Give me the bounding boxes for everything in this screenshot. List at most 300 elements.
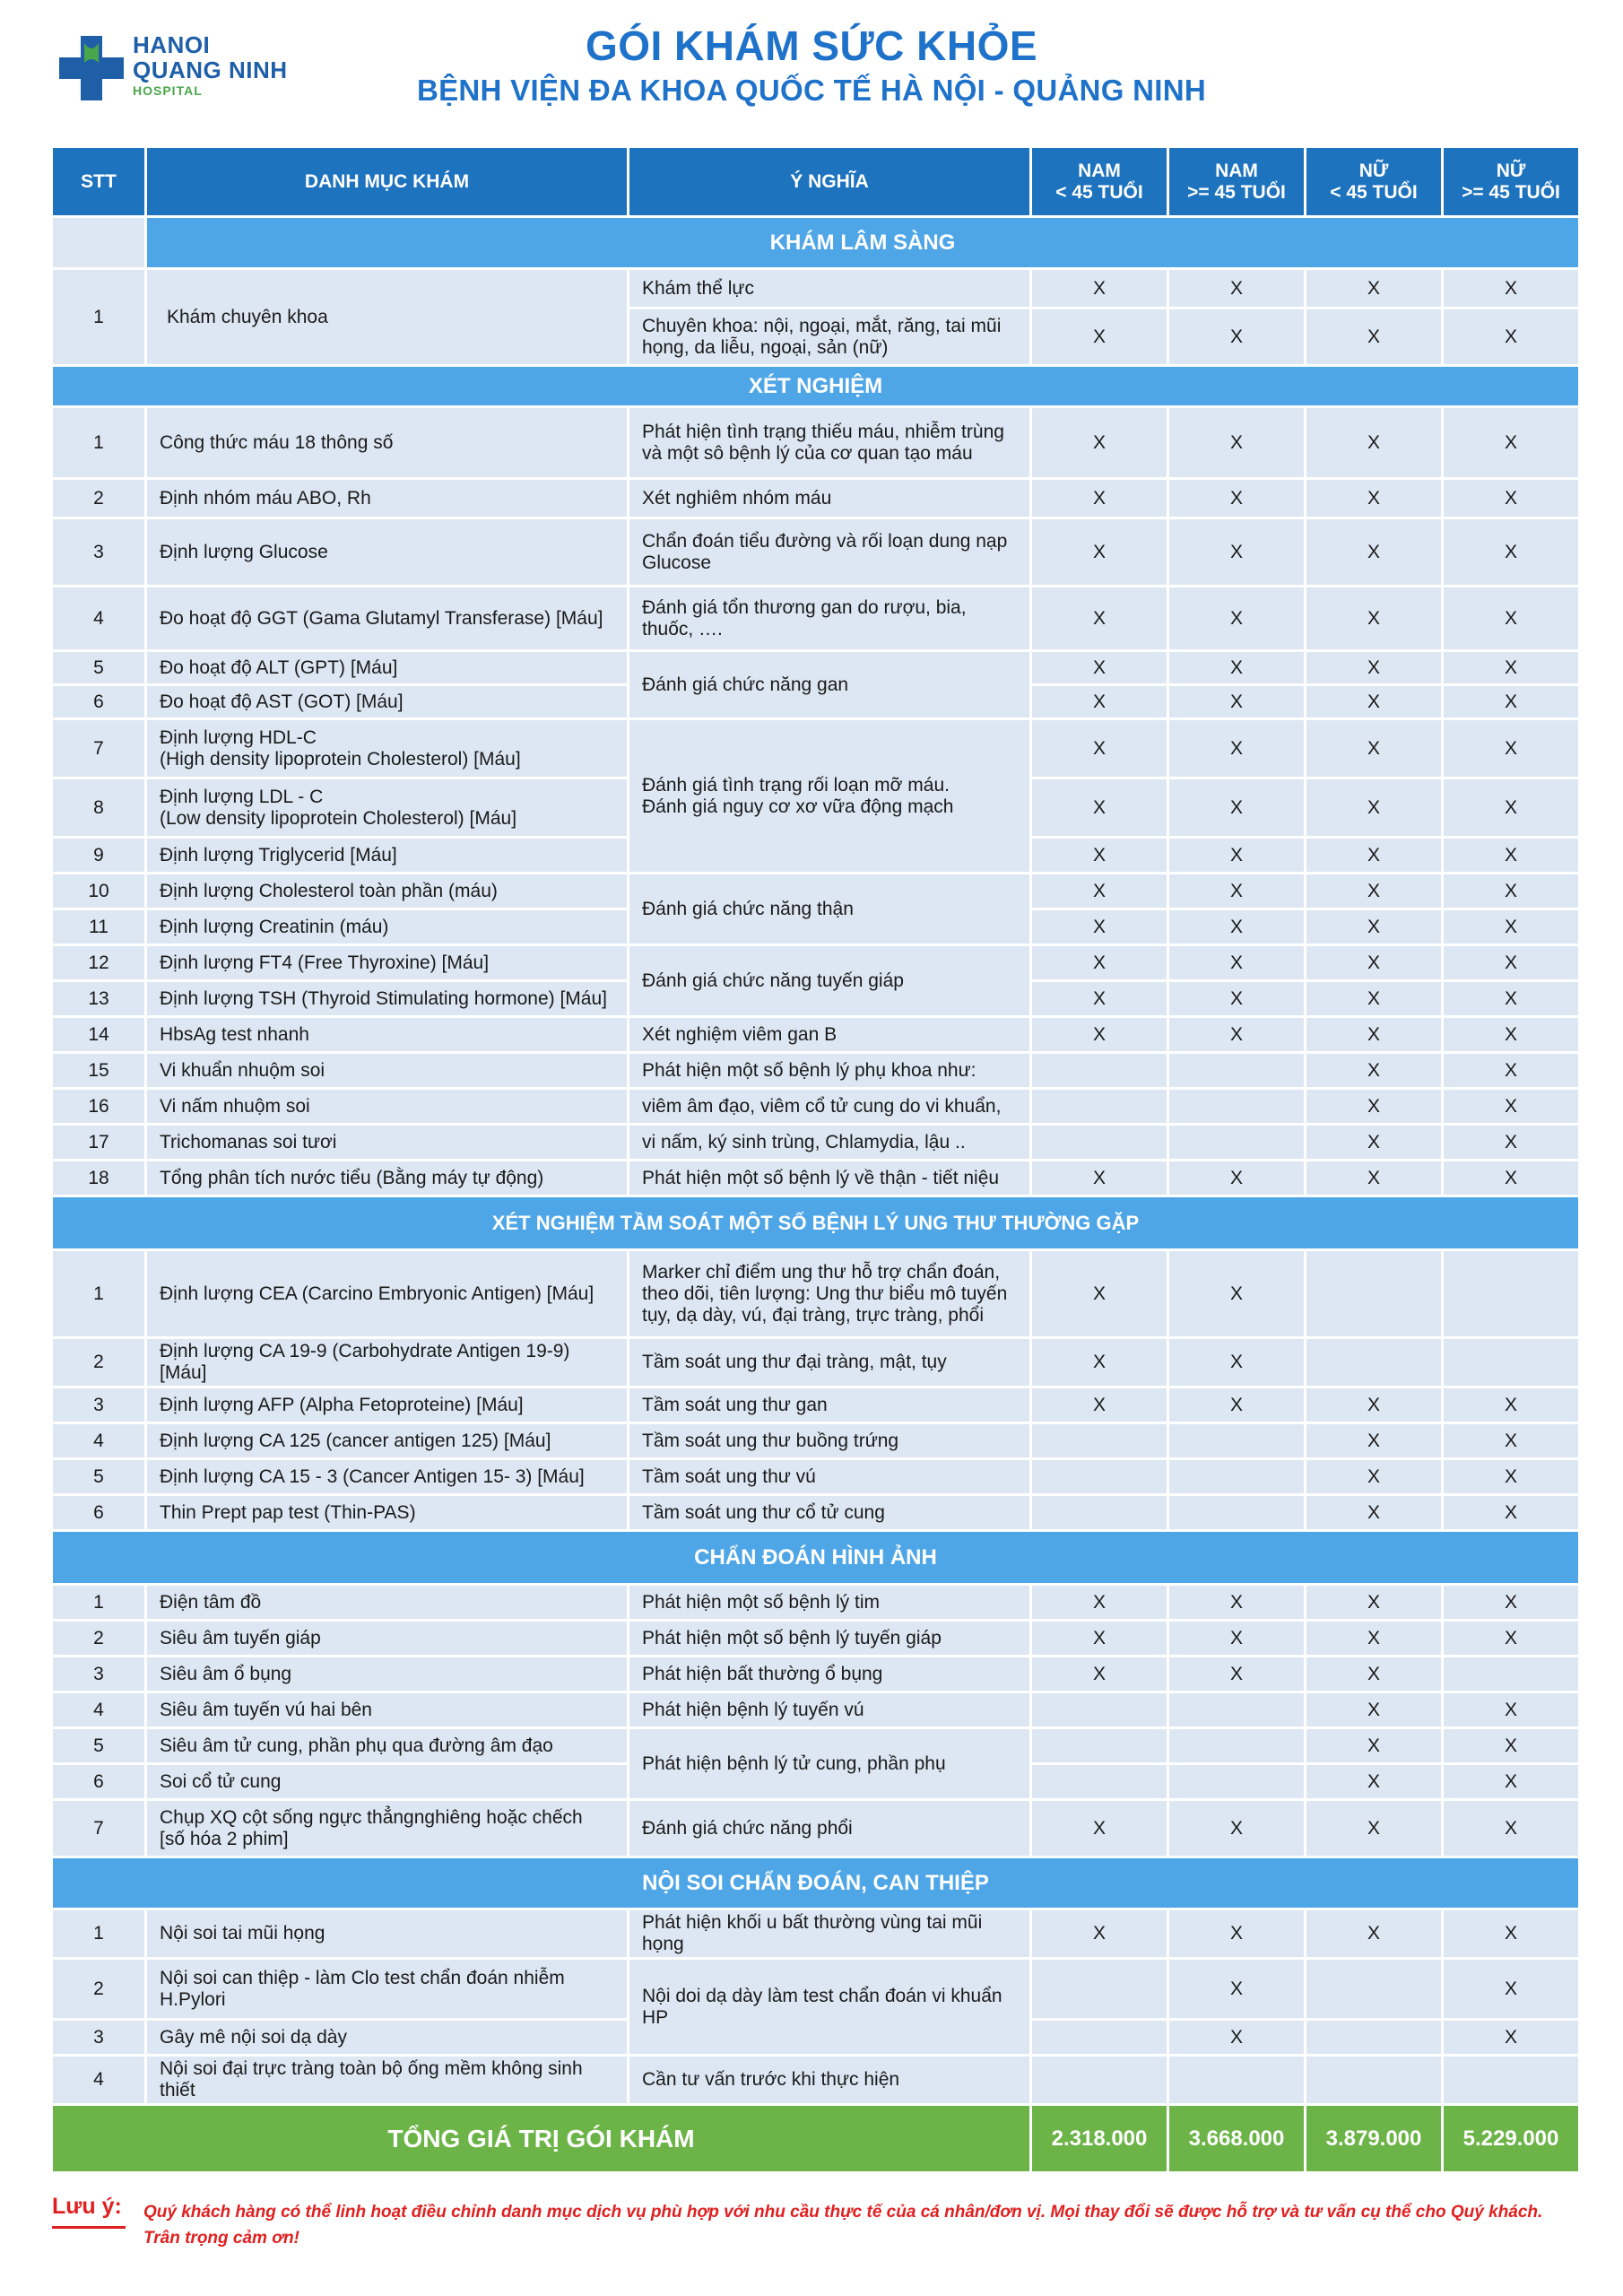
mark-cell: X <box>1443 651 1580 685</box>
row-item: HbsAg test nhanh <box>146 1017 629 1053</box>
table-row <box>52 1728 1580 1764</box>
row-meaning: Phát hiện bệnh lý tử cung, phần phụ <box>629 1728 1031 1800</box>
mark-cell: X <box>1168 685 1306 719</box>
mark-cell-empty <box>1306 1338 1443 1387</box>
row-stt: 15 <box>52 1053 146 1089</box>
mark-cell-empty <box>1031 1423 1168 1459</box>
row-item: Định lượng CA 125 (cancer antigen 125) [Máu] <box>146 1423 629 1459</box>
table-header-row <box>52 147 1580 217</box>
mark-cell-empty <box>1031 1692 1168 1728</box>
table-row <box>52 1387 1580 1423</box>
header-category: DANH MỤC KHÁM <box>146 147 629 217</box>
page-title: GÓI KHÁM SỨC KHỎE <box>585 22 1038 69</box>
mark-cell: X <box>1306 1017 1443 1053</box>
mark-cell: X <box>1031 479 1168 518</box>
table-row <box>52 1800 1580 1857</box>
mark-cell: X <box>1168 1161 1306 1196</box>
row-stt: 1 <box>52 1250 146 1338</box>
mark-cell: X <box>1031 407 1168 479</box>
mark-cell: X <box>1168 309 1306 366</box>
table-row <box>52 269 1580 309</box>
mark-cell-empty <box>1031 2056 1168 2105</box>
mark-cell: X <box>1168 1959 1306 2020</box>
row-item: Định lượng CA 15 - 3 (Cancer Antigen 15- 3) [Máu] <box>146 1459 629 1495</box>
section-endoscopy-title: NỘI SOI CHẨN ĐOÁN, CAN THIỆP <box>52 1857 1580 1909</box>
row-meaning: Đánh giá chức năng gan <box>629 651 1031 719</box>
mark-cell: X <box>1306 1800 1443 1857</box>
table-row <box>52 1909 1580 1959</box>
note-text <box>143 2199 1578 2251</box>
mark-cell: X <box>1168 479 1306 518</box>
table-row <box>52 1089 1580 1125</box>
row-meaning: Phát hiện một số bệnh lý phụ khoa như: <box>629 1053 1031 1089</box>
total-row <box>52 2105 1580 2173</box>
row-stt: 5 <box>52 1728 146 1764</box>
mark-cell: X <box>1031 1338 1168 1387</box>
row-item: Định lượng TSH (Thyroid Stimulating hormone) [Máu] <box>146 981 629 1017</box>
row-stt: 7 <box>52 719 146 778</box>
mark-cell-empty <box>1031 1959 1168 2020</box>
table-row <box>52 1459 1580 1495</box>
price-male-under-45: 2.318.000 <box>1031 2105 1168 2173</box>
mark-cell: X <box>1031 1387 1168 1423</box>
row-item: Khám chuyên khoa <box>146 269 629 366</box>
mark-cell: X <box>1168 1657 1306 1692</box>
mark-cell: X <box>1031 1585 1168 1621</box>
row-stt: 18 <box>52 1161 146 1196</box>
row-item: Chụp XQ cột sống ngực thẳngnghiêng hoặc chếch [số hóa 2 phim] <box>146 1800 629 1857</box>
mark-cell: X <box>1443 587 1580 651</box>
mark-cell: X <box>1443 309 1580 366</box>
mark-cell-empty <box>1168 1125 1306 1161</box>
row-item: Định lượng FT4 (Free Thyroxine) [Máu] <box>146 945 629 981</box>
mark-cell: X <box>1443 518 1580 587</box>
mark-cell: X <box>1443 945 1580 981</box>
mark-cell: X <box>1443 1125 1580 1161</box>
row-item: Tổng phân tích nước tiểu (Bằng máy tự động) <box>146 1161 629 1196</box>
mark-cell: X <box>1168 407 1306 479</box>
mark-cell: X <box>1031 587 1168 651</box>
mark-cell: X <box>1443 1495 1580 1531</box>
mark-cell: X <box>1168 2020 1306 2056</box>
mark-cell: X <box>1031 719 1168 778</box>
price-female-under-45: 3.879.000 <box>1306 2105 1443 2173</box>
mark-cell: X <box>1306 1125 1443 1161</box>
row-stt: 2 <box>52 1338 146 1387</box>
mark-cell: X <box>1443 981 1580 1017</box>
row-stt: 3 <box>52 2020 146 2056</box>
mark-cell: X <box>1306 1657 1443 1692</box>
mark-cell: X <box>1168 1387 1306 1423</box>
row-meaning: Cần tư vấn trước khi thực hiện <box>629 2056 1031 2105</box>
header-female-over-45: NỮ >= 45 TUỔI <box>1443 147 1580 217</box>
mark-cell: X <box>1443 1089 1580 1125</box>
mark-cell-empty <box>1031 1125 1168 1161</box>
row-item: Siêu âm ổ bụng <box>146 1657 629 1692</box>
mark-cell: X <box>1031 518 1168 587</box>
row-stt: 4 <box>52 1692 146 1728</box>
mark-cell: X <box>1031 651 1168 685</box>
mark-cell: X <box>1031 1800 1168 1857</box>
row-item: Định lượng CA 19-9 (Carbohydrate Antigen 19-9) [Máu] <box>146 1338 629 1387</box>
row-item: Gây mê nội soi dạ dày <box>146 2020 629 2056</box>
section-row <box>52 217 1580 269</box>
table-row <box>52 587 1580 651</box>
mark-cell: X <box>1031 1909 1168 1959</box>
note-underline <box>52 2226 126 2229</box>
row-stt: 3 <box>52 518 146 587</box>
row-stt: 10 <box>52 874 146 909</box>
row-stt: 17 <box>52 1125 146 1161</box>
table-row <box>52 1959 1580 2020</box>
row-meaning: Phát hiện tình trạng thiếu máu, nhiễm trùng và một sô bệnh lý của cơ quan tạo máu <box>629 407 1031 479</box>
total-label: TỔNG GIÁ TRỊ GÓI KHÁM <box>52 2105 1031 2173</box>
table-row <box>52 874 1580 909</box>
row-meaning: Đánh giá chức năng phổi <box>629 1800 1031 1857</box>
row-stt: 16 <box>52 1089 146 1125</box>
mark-cell-empty <box>1443 1250 1580 1338</box>
mark-cell: X <box>1168 778 1306 838</box>
logo-text-hospital: HOSPITAL <box>133 83 203 98</box>
mark-cell: X <box>1031 1161 1168 1196</box>
row-item: Định lượng HDL-C (High density lipoprotein Cholesterol) [Máu] <box>146 719 629 778</box>
row-meaning: Phát hiện một số bệnh lý về thận - tiết niệu <box>629 1161 1031 1196</box>
row-meaning: Phát hiện khối u bất thường vùng tai mũi họng <box>629 1909 1031 1959</box>
mark-cell: X <box>1443 1800 1580 1857</box>
row-item: Định lượng AFP (Alpha Fetoproteine) [Máu] <box>146 1387 629 1423</box>
mark-cell: X <box>1443 1387 1580 1423</box>
mark-cell-empty <box>1031 1728 1168 1764</box>
mark-cell-empty <box>1031 1459 1168 1495</box>
row-meaning: Phát hiện bệnh lý tuyến vú <box>629 1692 1031 1728</box>
mark-cell: X <box>1031 838 1168 874</box>
note-label: Lưu ý: <box>52 2194 122 2219</box>
row-item: Đo hoạt độ ALT (GPT) [Máu] <box>146 651 629 685</box>
table-row <box>52 1161 1580 1196</box>
mark-cell: X <box>1168 1338 1306 1387</box>
row-stt: 3 <box>52 1657 146 1692</box>
mark-cell-empty <box>1168 1423 1306 1459</box>
mark-cell: X <box>1031 1657 1168 1692</box>
row-meaning: Tầm soát ung thư cổ tử cung <box>629 1495 1031 1531</box>
row-meaning: Xét nghiêm nhóm máu <box>629 479 1031 518</box>
mark-cell: X <box>1443 1692 1580 1728</box>
price-female-over-45: 5.229.000 <box>1443 2105 1580 2173</box>
mark-cell: X <box>1306 838 1443 874</box>
mark-cell-empty <box>1168 1728 1306 1764</box>
header-male-under-45: NAM < 45 TUỔI <box>1031 147 1168 217</box>
row-item: Định lượng Glucose <box>146 518 629 587</box>
note-line-1: Quý khách hàng có thể linh hoạt điều chỉnh danh mục dịch vụ phù hợp với nhu cầu thực tế của cá nhân/đơn vị. Mọi thay đổi sẽ được hỗ trợ và tư vấn cụ thể cho Quý khách. <box>143 2203 1543 2222</box>
row-meaning: Đánh giá tình trạng rối loạn mỡ máu. Đánh giá nguy cơ xơ vữa động mạch <box>629 719 1031 874</box>
table-row <box>52 1250 1580 1338</box>
mark-cell-empty <box>1168 2056 1306 2105</box>
row-stt: 2 <box>52 479 146 518</box>
mark-cell: X <box>1443 1728 1580 1764</box>
logo-text-hanoi: HANOI <box>133 31 211 58</box>
mark-cell: X <box>1031 945 1168 981</box>
mark-cell: X <box>1443 2020 1580 2056</box>
section-clinical-title: KHÁM LÂM SÀNG <box>146 217 1580 269</box>
mark-cell: X <box>1168 909 1306 945</box>
mark-cell: X <box>1168 1585 1306 1621</box>
mark-cell-empty <box>1306 2020 1443 2056</box>
header-stt: STT <box>52 147 146 217</box>
mark-cell: X <box>1306 1161 1443 1196</box>
section-cancer-title: XÉT NGHIỆM TẦM SOÁT MỘT SỐ BỆNH LÝ UNG THƯ THƯỜNG GẶP <box>52 1196 1580 1250</box>
mark-cell: X <box>1306 1585 1443 1621</box>
mark-cell: X <box>1168 945 1306 981</box>
row-item: Đo hoạt độ GGT (Gama Glutamyl Transferase) [Máu] <box>146 587 629 651</box>
row-stt: 1 <box>52 407 146 479</box>
page-subtitle: BỆNH VIỆN ĐA KHOA QUỐC TẾ HÀ NỘI - QUẢNG NINH <box>416 74 1207 107</box>
mark-cell: X <box>1031 269 1168 309</box>
row-item: Định lượng CEA (Carcino Embryonic Antigen) [Máu] <box>146 1250 629 1338</box>
row-item: Thin Prept pap test (Thin-PAS) <box>146 1495 629 1531</box>
row-stt: 1 <box>52 1909 146 1959</box>
mark-cell: X <box>1306 874 1443 909</box>
row-meaning: vi nấm, ký sinh trùng, Chlamydia, lậu .. <box>629 1125 1031 1161</box>
row-meaning: Tầm soát ung thư gan <box>629 1387 1031 1423</box>
row-stt: 1 <box>52 269 146 366</box>
row-item: Định lượng Cholesterol toàn phần (máu) <box>146 874 629 909</box>
mark-cell: X <box>1306 1053 1443 1089</box>
mark-cell: X <box>1443 838 1580 874</box>
row-meaning: Tầm soát ung thư đại tràng, mật, tụy <box>629 1338 1031 1387</box>
table-row <box>52 719 1580 778</box>
mark-cell: X <box>1306 407 1443 479</box>
row-stt: 2 <box>52 1621 146 1657</box>
mark-cell: X <box>1031 1250 1168 1338</box>
mark-cell: X <box>1306 1495 1443 1531</box>
mark-cell-empty <box>1168 1764 1306 1800</box>
table-row <box>52 1621 1580 1657</box>
row-meaning: Phát hiện một số bệnh lý tim <box>629 1585 1031 1621</box>
mark-cell: X <box>1168 719 1306 778</box>
row-meaning: Đánh giá chức năng tuyến giáp <box>629 945 1031 1017</box>
mark-cell: X <box>1031 778 1168 838</box>
header-female-under-45: NỮ < 45 TUỔI <box>1306 147 1443 217</box>
mark-cell: X <box>1443 685 1580 719</box>
mark-cell: X <box>1168 269 1306 309</box>
mark-cell: X <box>1168 981 1306 1017</box>
mark-cell: X <box>1306 1909 1443 1959</box>
row-meaning: Chẩn đoán tiểu đường và rối loạn dung nạp Glucose <box>629 518 1031 587</box>
mark-cell: X <box>1306 309 1443 366</box>
mark-cell: X <box>1168 1017 1306 1053</box>
table-row <box>52 1423 1580 1459</box>
row-stt: 12 <box>52 945 146 981</box>
mark-cell: X <box>1306 1621 1443 1657</box>
mark-cell: X <box>1306 1459 1443 1495</box>
mark-cell-empty <box>1168 1053 1306 1089</box>
mark-cell: X <box>1443 407 1580 479</box>
mark-cell-empty <box>1031 1089 1168 1125</box>
row-meaning: Phát hiện một số bệnh lý tuyến giáp <box>629 1621 1031 1657</box>
mark-cell: X <box>1168 838 1306 874</box>
table-row <box>52 1692 1580 1728</box>
mark-cell: X <box>1168 587 1306 651</box>
section-row <box>52 1531 1580 1585</box>
mark-cell: X <box>1168 651 1306 685</box>
row-item: Đo hoạt độ AST (GOT) [Máu] <box>146 685 629 719</box>
table-row <box>52 1053 1580 1089</box>
mark-cell: X <box>1443 1585 1580 1621</box>
mark-cell: X <box>1443 1423 1580 1459</box>
mark-cell: X <box>1443 1959 1580 2020</box>
row-stt: 1 <box>52 1585 146 1621</box>
mark-cell-empty <box>1306 1959 1443 2020</box>
row-meaning: Marker chỉ điểm ung thư hỗ trợ chẩn đoán, theo dõi, tiên lượng: Ung thư biểu mô tuyến tụy, dạ dày, vú, đại tràng, trực tràng, phổi <box>629 1250 1031 1338</box>
mark-cell: X <box>1443 1909 1580 1959</box>
mark-cell-empty <box>1031 1764 1168 1800</box>
mark-cell: X <box>1031 874 1168 909</box>
row-item: Định lượng LDL - C (Low density lipoprotein Cholesterol) [Máu] <box>146 778 629 838</box>
row-stt: 9 <box>52 838 146 874</box>
mark-cell-empty <box>1168 1692 1306 1728</box>
mark-cell: X <box>1443 1621 1580 1657</box>
row-meaning: Khám thể lực <box>629 269 1031 309</box>
mark-cell-empty <box>1168 1089 1306 1125</box>
table-row <box>52 407 1580 479</box>
mark-cell: X <box>1306 1728 1443 1764</box>
mark-cell: X <box>1306 1764 1443 1800</box>
mark-cell: X <box>1443 909 1580 945</box>
row-stt: 5 <box>52 651 146 685</box>
table-row <box>52 1338 1580 1387</box>
row-meaning: Nội doi dạ dày làm test chẩn đoán vi khuẩn HP <box>629 1959 1031 2056</box>
mark-cell: X <box>1031 1621 1168 1657</box>
row-item: Định nhóm máu ABO, Rh <box>146 479 629 518</box>
row-meaning: viêm âm đạo, viêm cổ tử cung do vi khuẩn, <box>629 1089 1031 1125</box>
mark-cell: X <box>1306 269 1443 309</box>
header-male-over-45: NAM >= 45 TUỔI <box>1168 147 1306 217</box>
mark-cell-empty <box>1306 2056 1443 2105</box>
section-imaging-title: CHẨN ĐOÁN HÌNH ẢNH <box>52 1531 1580 1585</box>
table-row <box>52 651 1580 685</box>
mark-cell: X <box>1306 909 1443 945</box>
mark-cell: X <box>1168 518 1306 587</box>
mark-cell: X <box>1306 1387 1443 1423</box>
table-row <box>52 2056 1580 2105</box>
mark-cell: X <box>1306 981 1443 1017</box>
table-row <box>52 518 1580 587</box>
mark-cell-empty <box>1443 1657 1580 1692</box>
mark-cell: X <box>1031 981 1168 1017</box>
mark-cell-empty <box>1031 1053 1168 1089</box>
mark-cell: X <box>1031 685 1168 719</box>
section-row <box>52 1196 1580 1250</box>
row-item: Soi cổ tử cung <box>146 1764 629 1800</box>
row-item: Công thức máu 18 thông số <box>146 407 629 479</box>
mark-cell-empty <box>1443 2056 1580 2105</box>
page-header <box>0 0 1623 135</box>
table-row <box>52 1125 1580 1161</box>
mark-cell: X <box>1443 778 1580 838</box>
package-table <box>50 145 1581 2174</box>
mark-cell: X <box>1306 587 1443 651</box>
row-item: Trichomanas soi tươi <box>146 1125 629 1161</box>
row-stt: 6 <box>52 1764 146 1800</box>
mark-cell-empty <box>1168 1495 1306 1531</box>
row-stt: 6 <box>52 685 146 719</box>
row-stt: 4 <box>52 2056 146 2105</box>
mark-cell: X <box>1306 651 1443 685</box>
mark-cell: X <box>1443 1764 1580 1800</box>
row-meaning: Tầm soát ung thư vú <box>629 1459 1031 1495</box>
row-stt: 8 <box>52 778 146 838</box>
row-meaning: Chuyên khoa: nội, ngoại, mắt, răng, tai mũi họng, da liễu, ngoại, sản (nữ) <box>629 309 1031 366</box>
mark-cell: X <box>1306 479 1443 518</box>
row-stt: 11 <box>52 909 146 945</box>
mark-cell: X <box>1306 778 1443 838</box>
mark-cell-empty <box>1443 1338 1580 1387</box>
row-stt: 13 <box>52 981 146 1017</box>
mark-cell: X <box>1031 309 1168 366</box>
row-meaning: Đánh giá chức năng thận <box>629 874 1031 945</box>
row-item: Siêu âm tuyến vú hai bên <box>146 1692 629 1728</box>
mark-cell: X <box>1306 518 1443 587</box>
row-item: Nội soi can thiệp - làm Clo test chẩn đoán nhiễm H.Pylori <box>146 1959 629 2020</box>
row-item: Vi khuẩn nhuộm soi <box>146 1053 629 1089</box>
table-row <box>52 1585 1580 1621</box>
row-stt: 5 <box>52 1459 146 1495</box>
row-meaning: Xét nghiệm viêm gan B <box>629 1017 1031 1053</box>
section-row <box>52 366 1580 407</box>
mark-cell: X <box>1031 909 1168 945</box>
row-item: Định lượng Creatinin (máu) <box>146 909 629 945</box>
row-item: Siêu âm tử cung, phần phụ qua đường âm đạo <box>146 1728 629 1764</box>
row-meaning: Phát hiện bất thường ổ bụng <box>629 1657 1031 1692</box>
row-item: Vi nấm nhuộm soi <box>146 1089 629 1125</box>
mark-cell: X <box>1443 479 1580 518</box>
mark-cell: X <box>1306 945 1443 981</box>
mark-cell: X <box>1443 269 1580 309</box>
mark-cell: X <box>1306 1423 1443 1459</box>
row-stt: 4 <box>52 587 146 651</box>
row-stt: 6 <box>52 1495 146 1531</box>
mark-cell: X <box>1443 719 1580 778</box>
row-stt: 14 <box>52 1017 146 1053</box>
mark-cell: X <box>1443 1017 1580 1053</box>
row-item: Nội soi tai mũi họng <box>146 1909 629 1959</box>
mark-cell-empty <box>1031 1495 1168 1531</box>
row-item: Định lượng Triglycerid [Máu] <box>146 838 629 874</box>
mark-cell: X <box>1443 1459 1580 1495</box>
mark-cell: X <box>1168 1621 1306 1657</box>
mark-cell: X <box>1306 1089 1443 1125</box>
mark-cell: X <box>1306 1692 1443 1728</box>
row-stt: 7 <box>52 1800 146 1857</box>
logo-text-quangninh: QUANG NINH <box>133 57 288 83</box>
row-stt: 4 <box>52 1423 146 1459</box>
mark-cell: X <box>1168 874 1306 909</box>
row-item: Điện tâm đồ <box>146 1585 629 1621</box>
mark-cell: X <box>1168 1909 1306 1959</box>
mark-cell: X <box>1306 719 1443 778</box>
table-row <box>52 945 1580 981</box>
mark-cell-empty <box>1168 1459 1306 1495</box>
header-meaning: Ý NGHĨA <box>629 147 1031 217</box>
mark-cell: X <box>1306 685 1443 719</box>
row-meaning: Đánh giá tổn thương gan do rượu, bia, thuốc, …. <box>629 587 1031 651</box>
mark-cell-empty <box>1306 1250 1443 1338</box>
price-male-over-45: 3.668.000 <box>1168 2105 1306 2173</box>
mark-cell: X <box>1443 1161 1580 1196</box>
section-row <box>52 1857 1580 1909</box>
mark-cell-empty <box>1031 2020 1168 2056</box>
row-item: Nội soi đại trực tràng toàn bộ ống mềm không sinh thiết <box>146 2056 629 2105</box>
